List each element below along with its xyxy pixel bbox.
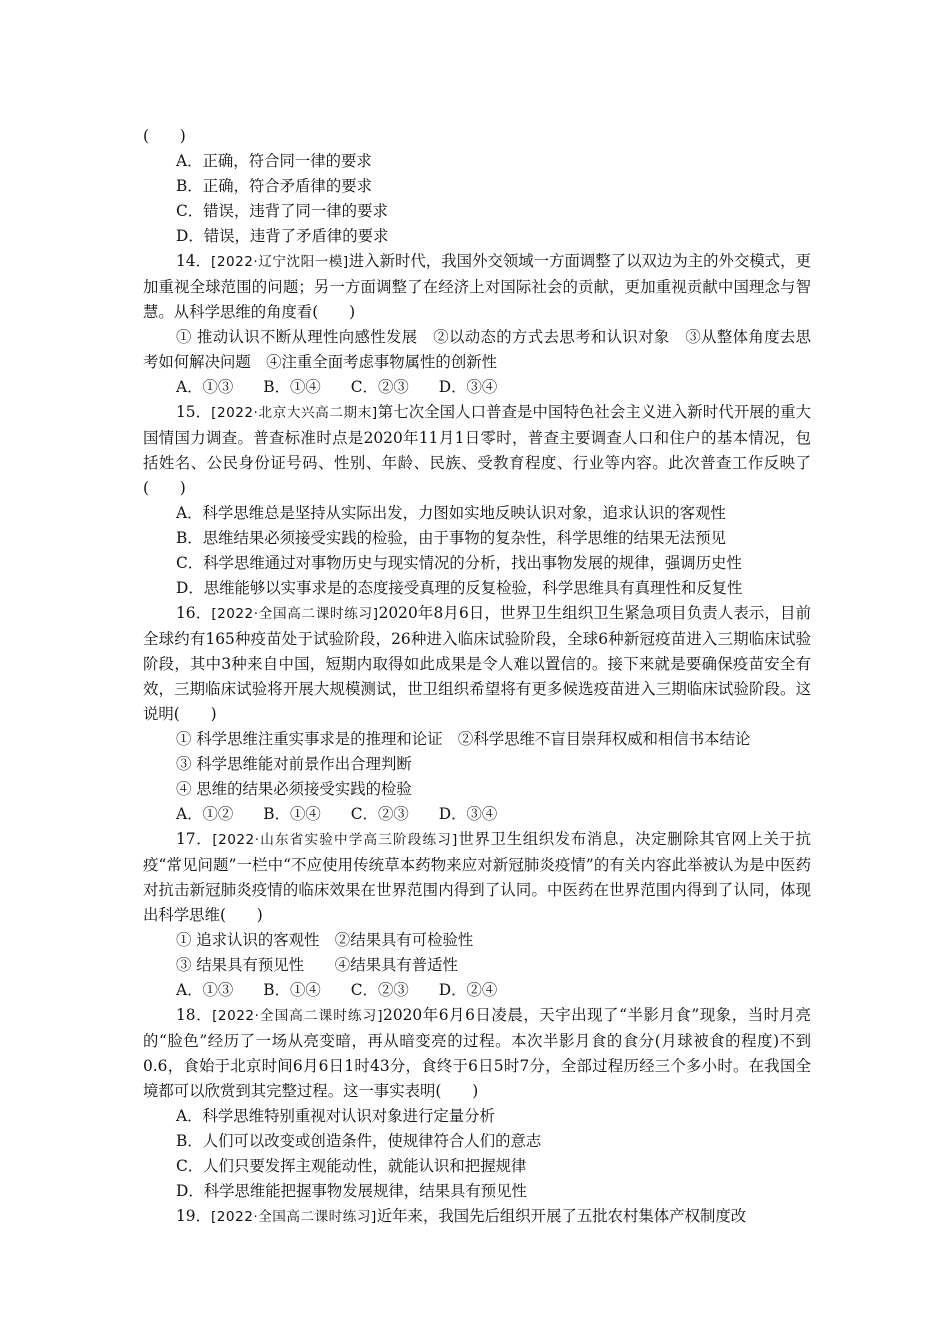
q14-choice-c: C．②③ bbox=[350, 378, 409, 396]
q15-option-d: D．思维能够以实事求是的态度接受真理的反复检验，科学思维具有真理性和反复性 bbox=[176, 579, 743, 597]
q18-option-b: B．人们可以改变或创造条件，使规律符合人们的意志 bbox=[176, 1132, 542, 1150]
q17-choices bbox=[143, 978, 811, 1003]
q18-option-d: D．科学思维能把握事物发展规律，结果具有预见性 bbox=[176, 1182, 527, 1200]
q16-choice-b: B．①④ bbox=[263, 805, 321, 823]
q19-stem bbox=[143, 1204, 811, 1230]
q17-statement-1: ① 追求认识的客观性 ②结果具有可检验性 bbox=[176, 931, 474, 949]
q14-choice-d: D．③④ bbox=[438, 378, 498, 396]
q16-number: 16． bbox=[176, 604, 212, 622]
q17-statement-2: ③ 结果具有预见性 ④结果具有普适性 bbox=[176, 956, 458, 974]
q15-number: 15． bbox=[176, 403, 212, 421]
q16-statement-3: ④ 思维的结果必须接受实践的检验 bbox=[176, 780, 412, 798]
q17-number: 17． bbox=[176, 830, 213, 848]
q14-statements: ① 推动认识不断从理性向感性发展 ②以动态的方式去思考和认识对象 ③从整体角度去思考如何解决问题 ④注重全面考虑事物属性的创新性 bbox=[143, 328, 811, 371]
q15-option-c: C．科学思维通过对事物历史与现实情况的分析，找出事物发展的规律，强调历史性 bbox=[176, 554, 742, 572]
q17-choice-c: C．②③ bbox=[350, 981, 409, 999]
q14-choice-b: B．①④ bbox=[263, 378, 321, 396]
q18-stem bbox=[143, 1003, 811, 1104]
q14-stem-text: 进入新时代，我国外交领域一方面调整了以双边为主的外交模式，更加重视全球范围的问题；另一方面调整了在经济上对国际社会的贡献，更加重视贡献中国理念与智慧。从科学思维的角度看( ) bbox=[143, 252, 811, 321]
q15-source: [2022·北京大兴高二期末] bbox=[211, 405, 378, 421]
q13-option-b: B．正确，符合矛盾律的要求 bbox=[176, 177, 372, 195]
q16-choice-a: A．①② bbox=[176, 805, 234, 823]
q15-stem-text: 第七次全国人口普查是中国特色社会主义进入新时代开展的重大国情国力调查。普查标准时点是2020年11月1日零时，普查主要调查人口和住户的基本情况，包括姓名、公民身份证号码、性别、年龄、民族、受教育程度、行业等内容。此次普查工作反映了( ) bbox=[143, 403, 811, 497]
q14-number: 14． bbox=[176, 252, 212, 270]
q16-choice-c: C．②③ bbox=[350, 805, 409, 823]
q13-option-a: A．正确，符合同一律的要求 bbox=[176, 152, 372, 170]
q13-blank: ( ) bbox=[143, 127, 186, 145]
q19-source: [2022·全国高二课时练习] bbox=[210, 1209, 377, 1225]
q17-choice-b: B．①④ bbox=[263, 981, 321, 999]
q16-source: [2022·全国高二课时练习] bbox=[211, 606, 379, 622]
q16-stem bbox=[143, 601, 811, 727]
q14-choices bbox=[143, 375, 811, 400]
q19-stem-text: 近年来，我国先后组织开展了五批农村集体产权制度改 bbox=[376, 1207, 747, 1225]
q15-option-a: A．科学思维总是坚持从实际出发，力图如实地反映认识对象，追求认识的客观性 bbox=[176, 504, 726, 522]
q13-option-d: D．错误，违背了矛盾律的要求 bbox=[176, 227, 389, 245]
q18-number: 18． bbox=[176, 1006, 213, 1024]
q15-option-b: B．思维结果必须接受实践的检验，由于事物的复杂性，科学思维的结果无法预见 bbox=[176, 529, 726, 547]
q14-stem bbox=[143, 249, 811, 325]
q16-statement-1: ① 科学思维注重实事求是的推理和论证 ②科学思维不盲目崇拜权威和相信书本结论 bbox=[176, 730, 751, 748]
q19-number: 19． bbox=[176, 1207, 211, 1225]
q18-stem-text: 2020年6月6日凌晨，天宇出现了“半影月食”现象，当时月亮的“脸色”经历了一场从亮变暗，再从暗变亮的过程。本次半影月食的食分(月球被食的程度)不到0.6，食始于北京时间6月6日1时43分，食终于6日5时7分，全部过程历经三个多小时。在我国全境都可以欣赏到其完整过程。这一事实表明( ) bbox=[143, 1006, 811, 1100]
q16-stem-text: 2020年8月6日，世界卫生组织卫生紧急项目负责人表示，目前全球约有165种疫苗处于试验阶段，26种进入临床试验阶段，全球6种新冠疫苗进入三期临床试验阶段，其中3种来自中国，短期内取得如此成果是令人难以置信的。接下来就是要确保疫苗安全有效，三期临床试验将开展大规模测试，世卫组织希望将有更多候选疫苗进入三期临床试验阶段。这说明( ) bbox=[143, 604, 811, 723]
worksheet-page bbox=[143, 124, 811, 1230]
q14-source: [2022·辽宁沈阳一模] bbox=[211, 254, 349, 270]
q13-option-c: C．错误，违背了同一律的要求 bbox=[176, 202, 388, 220]
q17-stem bbox=[143, 827, 811, 928]
q18-option-c: C．人们只要发挥主观能动性，就能认识和把握规律 bbox=[176, 1157, 527, 1175]
q18-option-a: A．科学思维特别重视对认识对象进行定量分析 bbox=[176, 1107, 495, 1125]
q17-choice-d: D．②④ bbox=[438, 981, 498, 999]
q17-stem-text: 世界卫生组织发布消息，决定删除其官网上关于抗疫“常见问题”一栏中“不应使用传统草本药物来应对新冠肺炎疫情”的有关内容此举被认为是中医药对抗击新冠肺炎疫情的临床效果在世界范围内得到了认同。中医药在世界范围内得到了认同，体现出科学思维( ) bbox=[143, 830, 811, 924]
q14-choice-a: A．①③ bbox=[176, 378, 234, 396]
q15-stem bbox=[143, 400, 811, 501]
q16-statement-2: ③ 科学思维能对前景作出合理判断 bbox=[176, 755, 412, 773]
q17-source: [2022·山东省实验中学高三阶段练习] bbox=[212, 832, 458, 848]
q16-choices bbox=[143, 802, 811, 827]
q18-source: [2022·全国高二课时练习] bbox=[212, 1008, 384, 1024]
q16-choice-d: D．③④ bbox=[438, 805, 498, 823]
q17-choice-a: A．①③ bbox=[176, 981, 234, 999]
